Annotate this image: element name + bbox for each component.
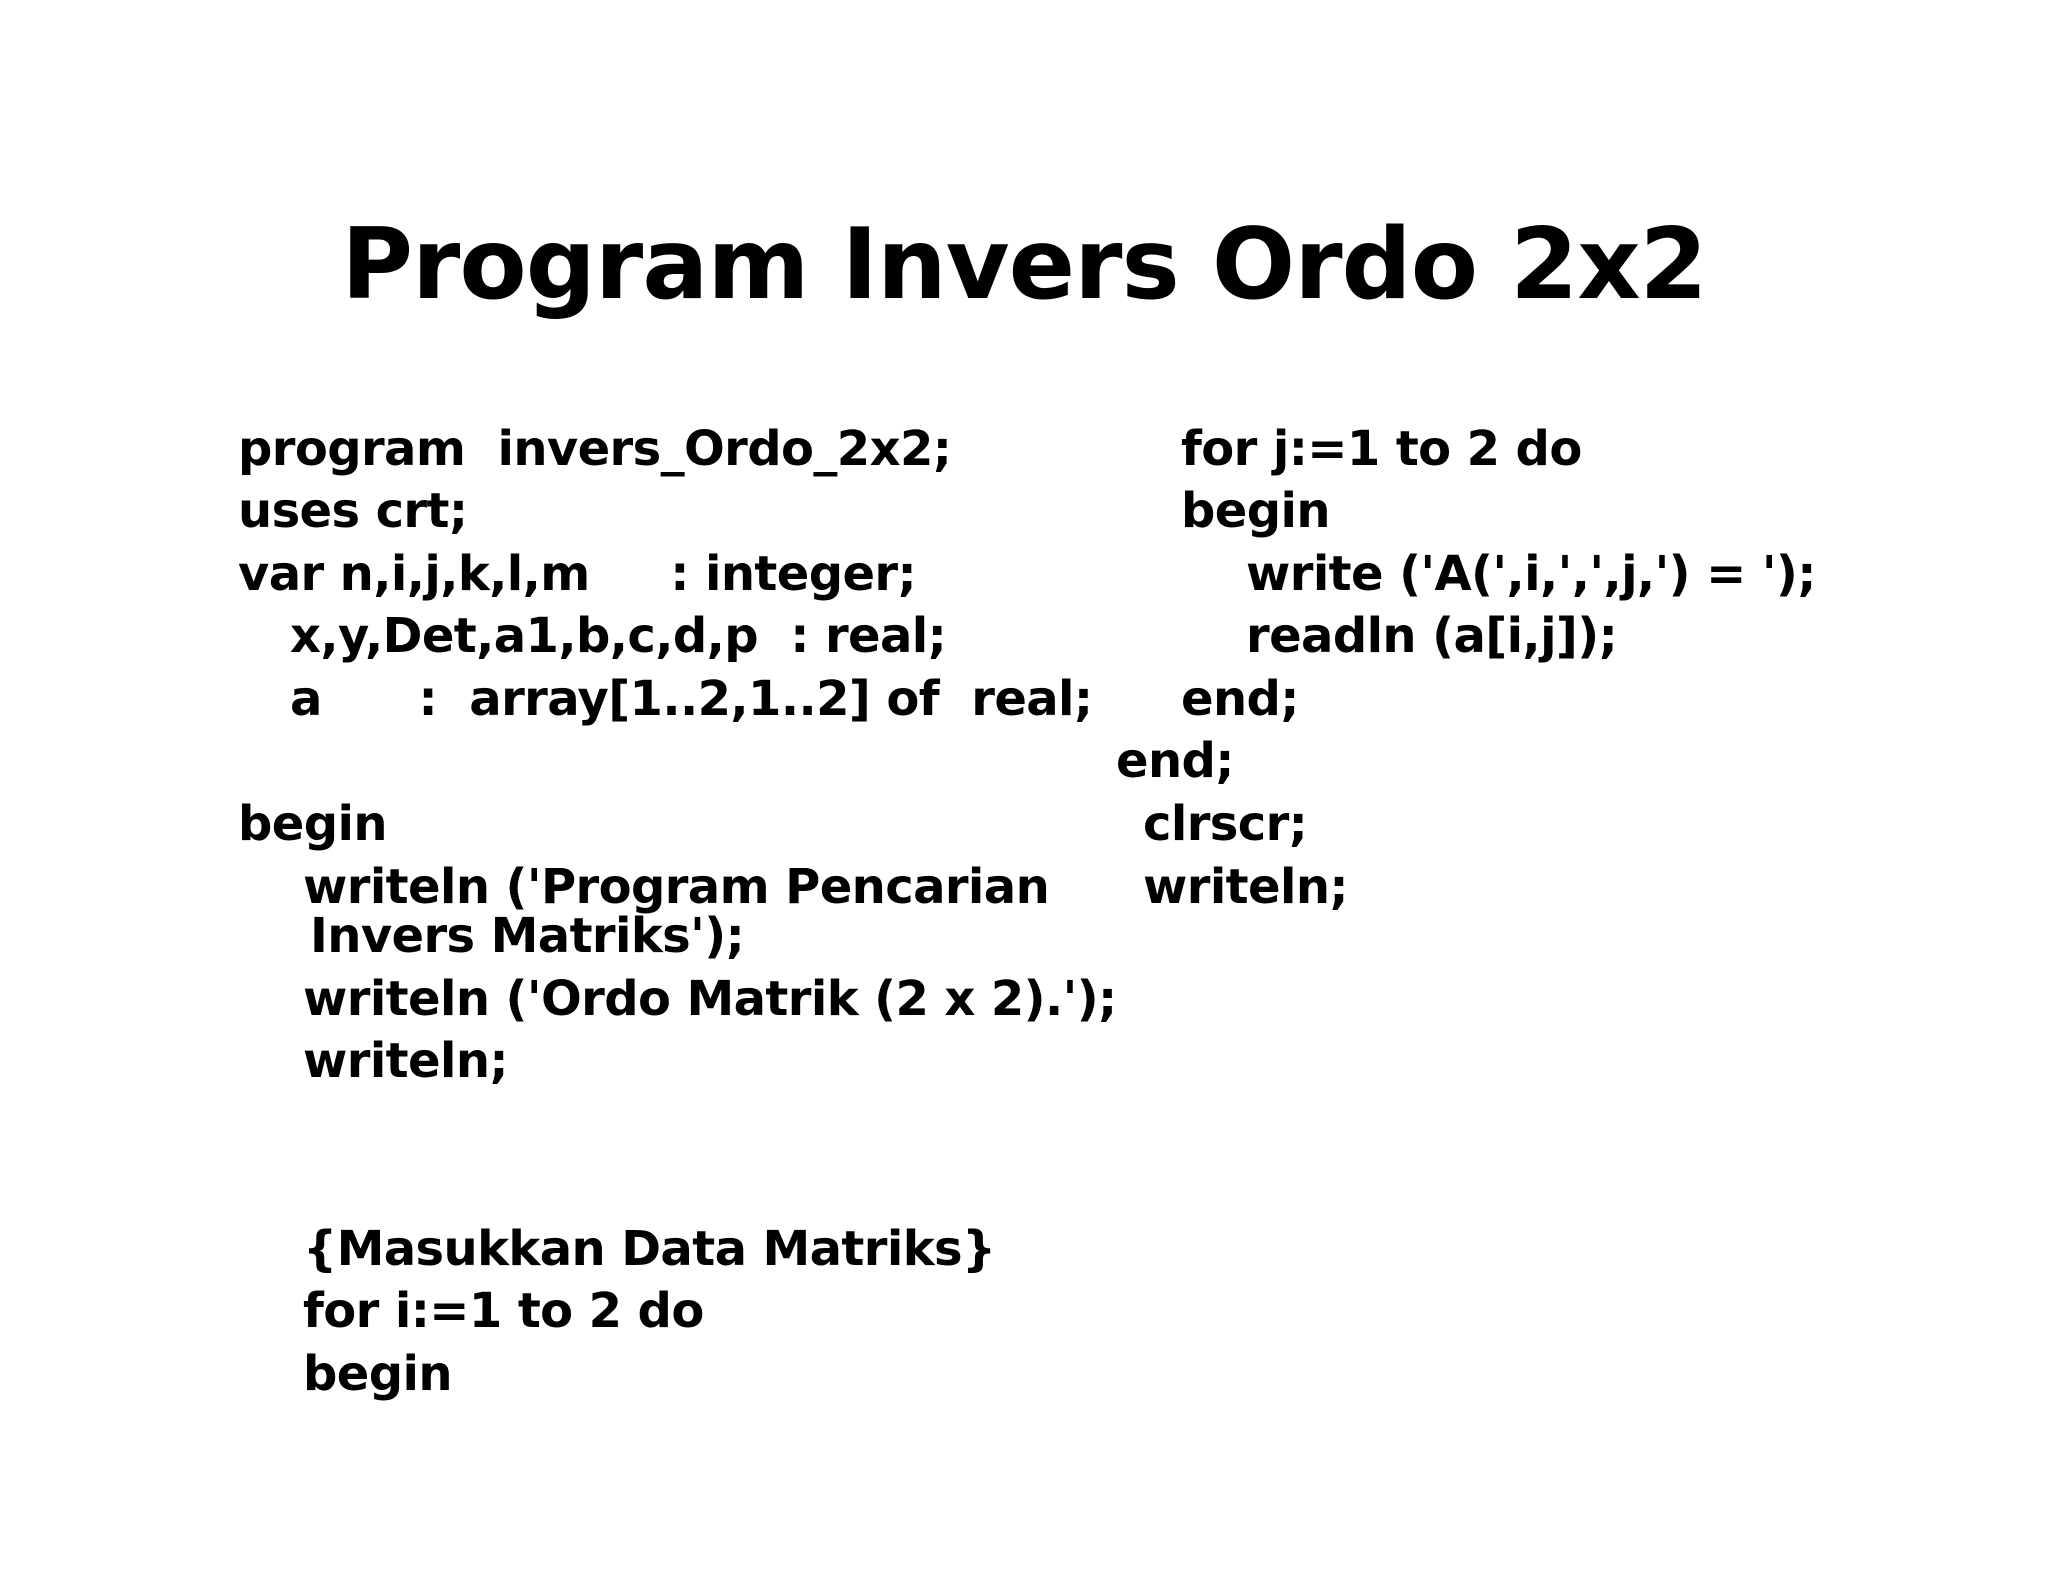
- code-line: var n,i,j,k,l,m : integer;: [238, 546, 917, 602]
- code-line: begin: [1181, 483, 1330, 539]
- code-line: readln (a[i,j]);: [1246, 608, 1618, 664]
- code-line: begin: [303, 1346, 452, 1402]
- code-line: write ('A(',i,',',j,') = ');: [1246, 546, 1816, 602]
- slide-title: Program Invers Ordo 2x2: [341, 208, 1707, 322]
- code-line: end;: [1116, 733, 1234, 789]
- code-line: uses crt;: [238, 483, 468, 539]
- code-line: program invers_Ordo_2x2;: [238, 421, 952, 477]
- code-line: for i:=1 to 2 do: [303, 1283, 704, 1339]
- code-line: for j:=1 to 2 do: [1181, 421, 1582, 477]
- code-line: {Masukkan Data Matriks}: [303, 1221, 996, 1277]
- code-line: writeln;: [303, 1033, 508, 1089]
- code-line: a : array[1..2,1..2] of real;: [290, 671, 1093, 727]
- code-line: writeln ('Ordo Matrik (2 x 2).');: [303, 971, 1117, 1027]
- code-line: Invers Matriks');: [310, 908, 745, 964]
- code-line: end;: [1181, 671, 1299, 727]
- code-line: begin: [238, 796, 387, 852]
- code-line: writeln ('Program Pencarian: [303, 859, 1050, 915]
- code-line: x,y,Det,a1,b,c,d,p : real;: [290, 608, 947, 664]
- code-line: writeln;: [1143, 859, 1348, 915]
- code-line: clrscr;: [1143, 796, 1308, 852]
